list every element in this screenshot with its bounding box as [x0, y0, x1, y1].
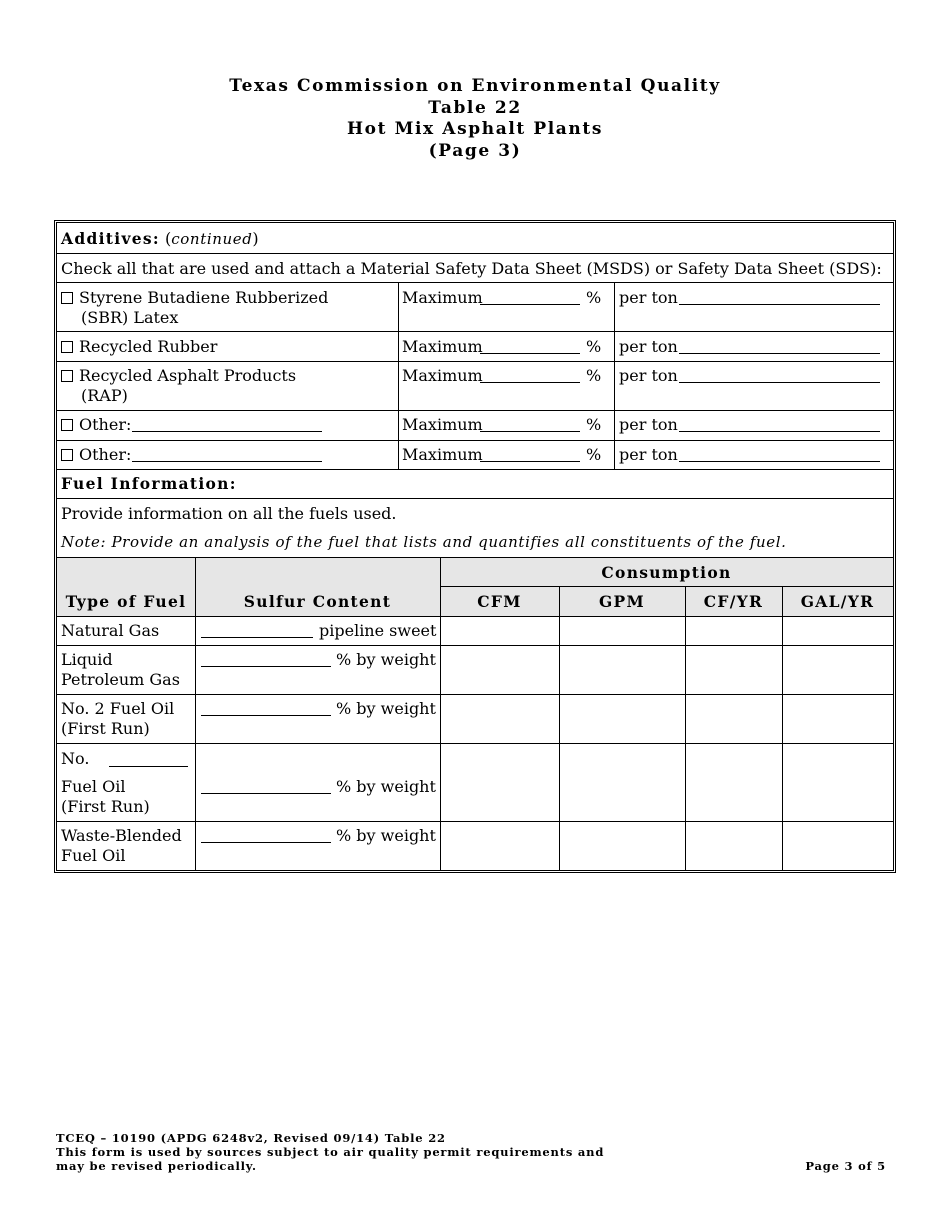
other-2-per-ton-field[interactable] — [679, 461, 880, 462]
additive-row-rubber — [61, 337, 217, 357]
sulfur-unit: pipeline sweet — [319, 621, 437, 640]
additive-row-rap — [61, 366, 296, 386]
footer-note-2: may be revised periodically. — [56, 1159, 257, 1173]
additive-row-sbr — [61, 288, 328, 308]
sulfur-unit: % by weight — [336, 650, 436, 669]
per-ton-label: per ton — [619, 445, 678, 464]
fuel-heading: Fuel Information: — [61, 474, 237, 493]
additive-label: Other: — [79, 415, 132, 434]
paren-open: ( — [159, 229, 172, 248]
other-2-max-field[interactable] — [480, 461, 580, 462]
form-table — [54, 220, 896, 873]
col-cf-yr: CF/YR — [703, 592, 764, 611]
agency-title: Texas Commission on Environmental Quality — [229, 76, 721, 96]
additive-label: Styrene Butadiene Rubberized — [79, 288, 329, 307]
rubber-max-field[interactable] — [480, 353, 580, 354]
sbr-per-ton-field[interactable] — [679, 304, 880, 305]
other-2-checkbox[interactable] — [61, 449, 73, 461]
col-type-of-fuel: Type of Fuel — [65, 592, 187, 611]
col-consumption: Consumption — [601, 563, 732, 582]
percent-label: % — [586, 337, 602, 356]
maximum-label: Maximum — [402, 288, 483, 307]
form-footer — [56, 1131, 604, 1173]
footer-note-1: This form is used by sources subject to air quality permit requirements and — [56, 1145, 605, 1159]
page-indicator: (Page 3) — [428, 140, 522, 161]
fuel-type: Waste-Blended — [61, 826, 182, 845]
per-ton-label: per ton — [619, 288, 678, 307]
additive-label: Other: — [79, 445, 132, 464]
sbr-max-field[interactable] — [480, 304, 580, 305]
maximum-label: Maximum — [402, 337, 483, 356]
other-1-checkbox[interactable] — [61, 419, 73, 431]
form-title: Hot Mix Asphalt Plants — [347, 119, 603, 139]
col-gpm: GPM — [599, 592, 645, 611]
additives-heading: Additives: — [61, 229, 160, 248]
rubber-checkbox[interactable] — [61, 341, 73, 353]
fuel-type-line2: Fuel Oil — [61, 777, 126, 796]
percent-label: % — [586, 366, 602, 385]
additive-row-other-1 — [61, 415, 131, 435]
natural-gas-sulfur-field[interactable] — [201, 637, 313, 638]
fuel-type: Natural Gas — [61, 621, 160, 640]
maximum-label: Maximum — [402, 445, 483, 464]
percent-label: % — [586, 415, 602, 434]
rap-checkbox[interactable] — [61, 370, 73, 382]
other-1-per-ton-field[interactable] — [679, 431, 880, 432]
fuel-type: Liquid — [61, 650, 113, 669]
fuel-instruction: Provide information on all the fuels used. — [61, 504, 397, 523]
fuel-type-line2: Fuel Oil — [61, 846, 126, 865]
fuel-type-line3: (First Run) — [61, 797, 150, 816]
waste-oil-sulfur-field[interactable] — [201, 842, 331, 843]
col-sulfur-content: Sulfur Content — [243, 592, 392, 611]
other-1-max-field[interactable] — [480, 431, 580, 432]
col-gal-yr: GAL/YR — [800, 592, 875, 611]
per-ton-label: per ton — [619, 366, 678, 385]
rubber-per-ton-field[interactable] — [679, 353, 880, 354]
percent-label: % — [586, 288, 602, 307]
col-cfm: CFM — [477, 592, 522, 611]
other-oil-sulfur-field[interactable] — [201, 793, 331, 794]
rap-max-field[interactable] — [480, 382, 580, 383]
sbr-checkbox[interactable] — [61, 292, 73, 304]
rap-per-ton-field[interactable] — [679, 382, 880, 383]
per-ton-label: per ton — [619, 337, 678, 356]
lpg-sulfur-field[interactable] — [201, 666, 331, 667]
page-header — [0, 76, 950, 162]
fuel-type-line2: Petroleum Gas — [61, 670, 180, 689]
per-ton-label: per ton — [619, 415, 678, 434]
sulfur-unit: % by weight — [336, 826, 436, 845]
other-2-name-field[interactable] — [132, 461, 322, 462]
sulfur-unit: % by weight — [336, 777, 436, 796]
fuel-type: No. 2 Fuel Oil — [61, 699, 175, 718]
additive-label-line2: (RAP) — [81, 386, 128, 405]
additive-row-other-2 — [61, 445, 131, 465]
maximum-label: Maximum — [402, 366, 483, 385]
table-number: Table 22 — [428, 97, 522, 118]
continued-label: continued — [171, 230, 253, 248]
fuel-note: Note: Provide an analysis of the fuel that lists and quantifies all constituents of the fuel. — [61, 533, 787, 551]
percent-label: % — [586, 445, 602, 464]
additives-instruction: Check all that are used and attach a Material Safety Data Sheet (MSDS) or Safety Data Sheet (SDS): — [61, 259, 882, 278]
oil-number-field[interactable] — [109, 766, 188, 767]
maximum-label: Maximum — [402, 415, 483, 434]
additive-label: Recycled Rubber — [79, 337, 218, 356]
additive-label-line2: (SBR) Latex — [81, 308, 179, 327]
other-1-name-field[interactable] — [132, 431, 322, 432]
no2-oil-sulfur-field[interactable] — [201, 715, 331, 716]
form-id: TCEQ – 10190 (APDG 6248v2, Revised 09/14) Table 22 — [56, 1131, 446, 1145]
additive-label: Recycled Asphalt Products — [79, 366, 297, 385]
fuel-type-line2: (First Run) — [61, 719, 150, 738]
paren-close: ) — [252, 229, 259, 248]
additives-heading-row — [61, 229, 259, 250]
sulfur-unit: % by weight — [336, 699, 436, 718]
fuel-type: No. — [61, 749, 90, 768]
page-number: Page 3 of 5 — [805, 1159, 886, 1173]
